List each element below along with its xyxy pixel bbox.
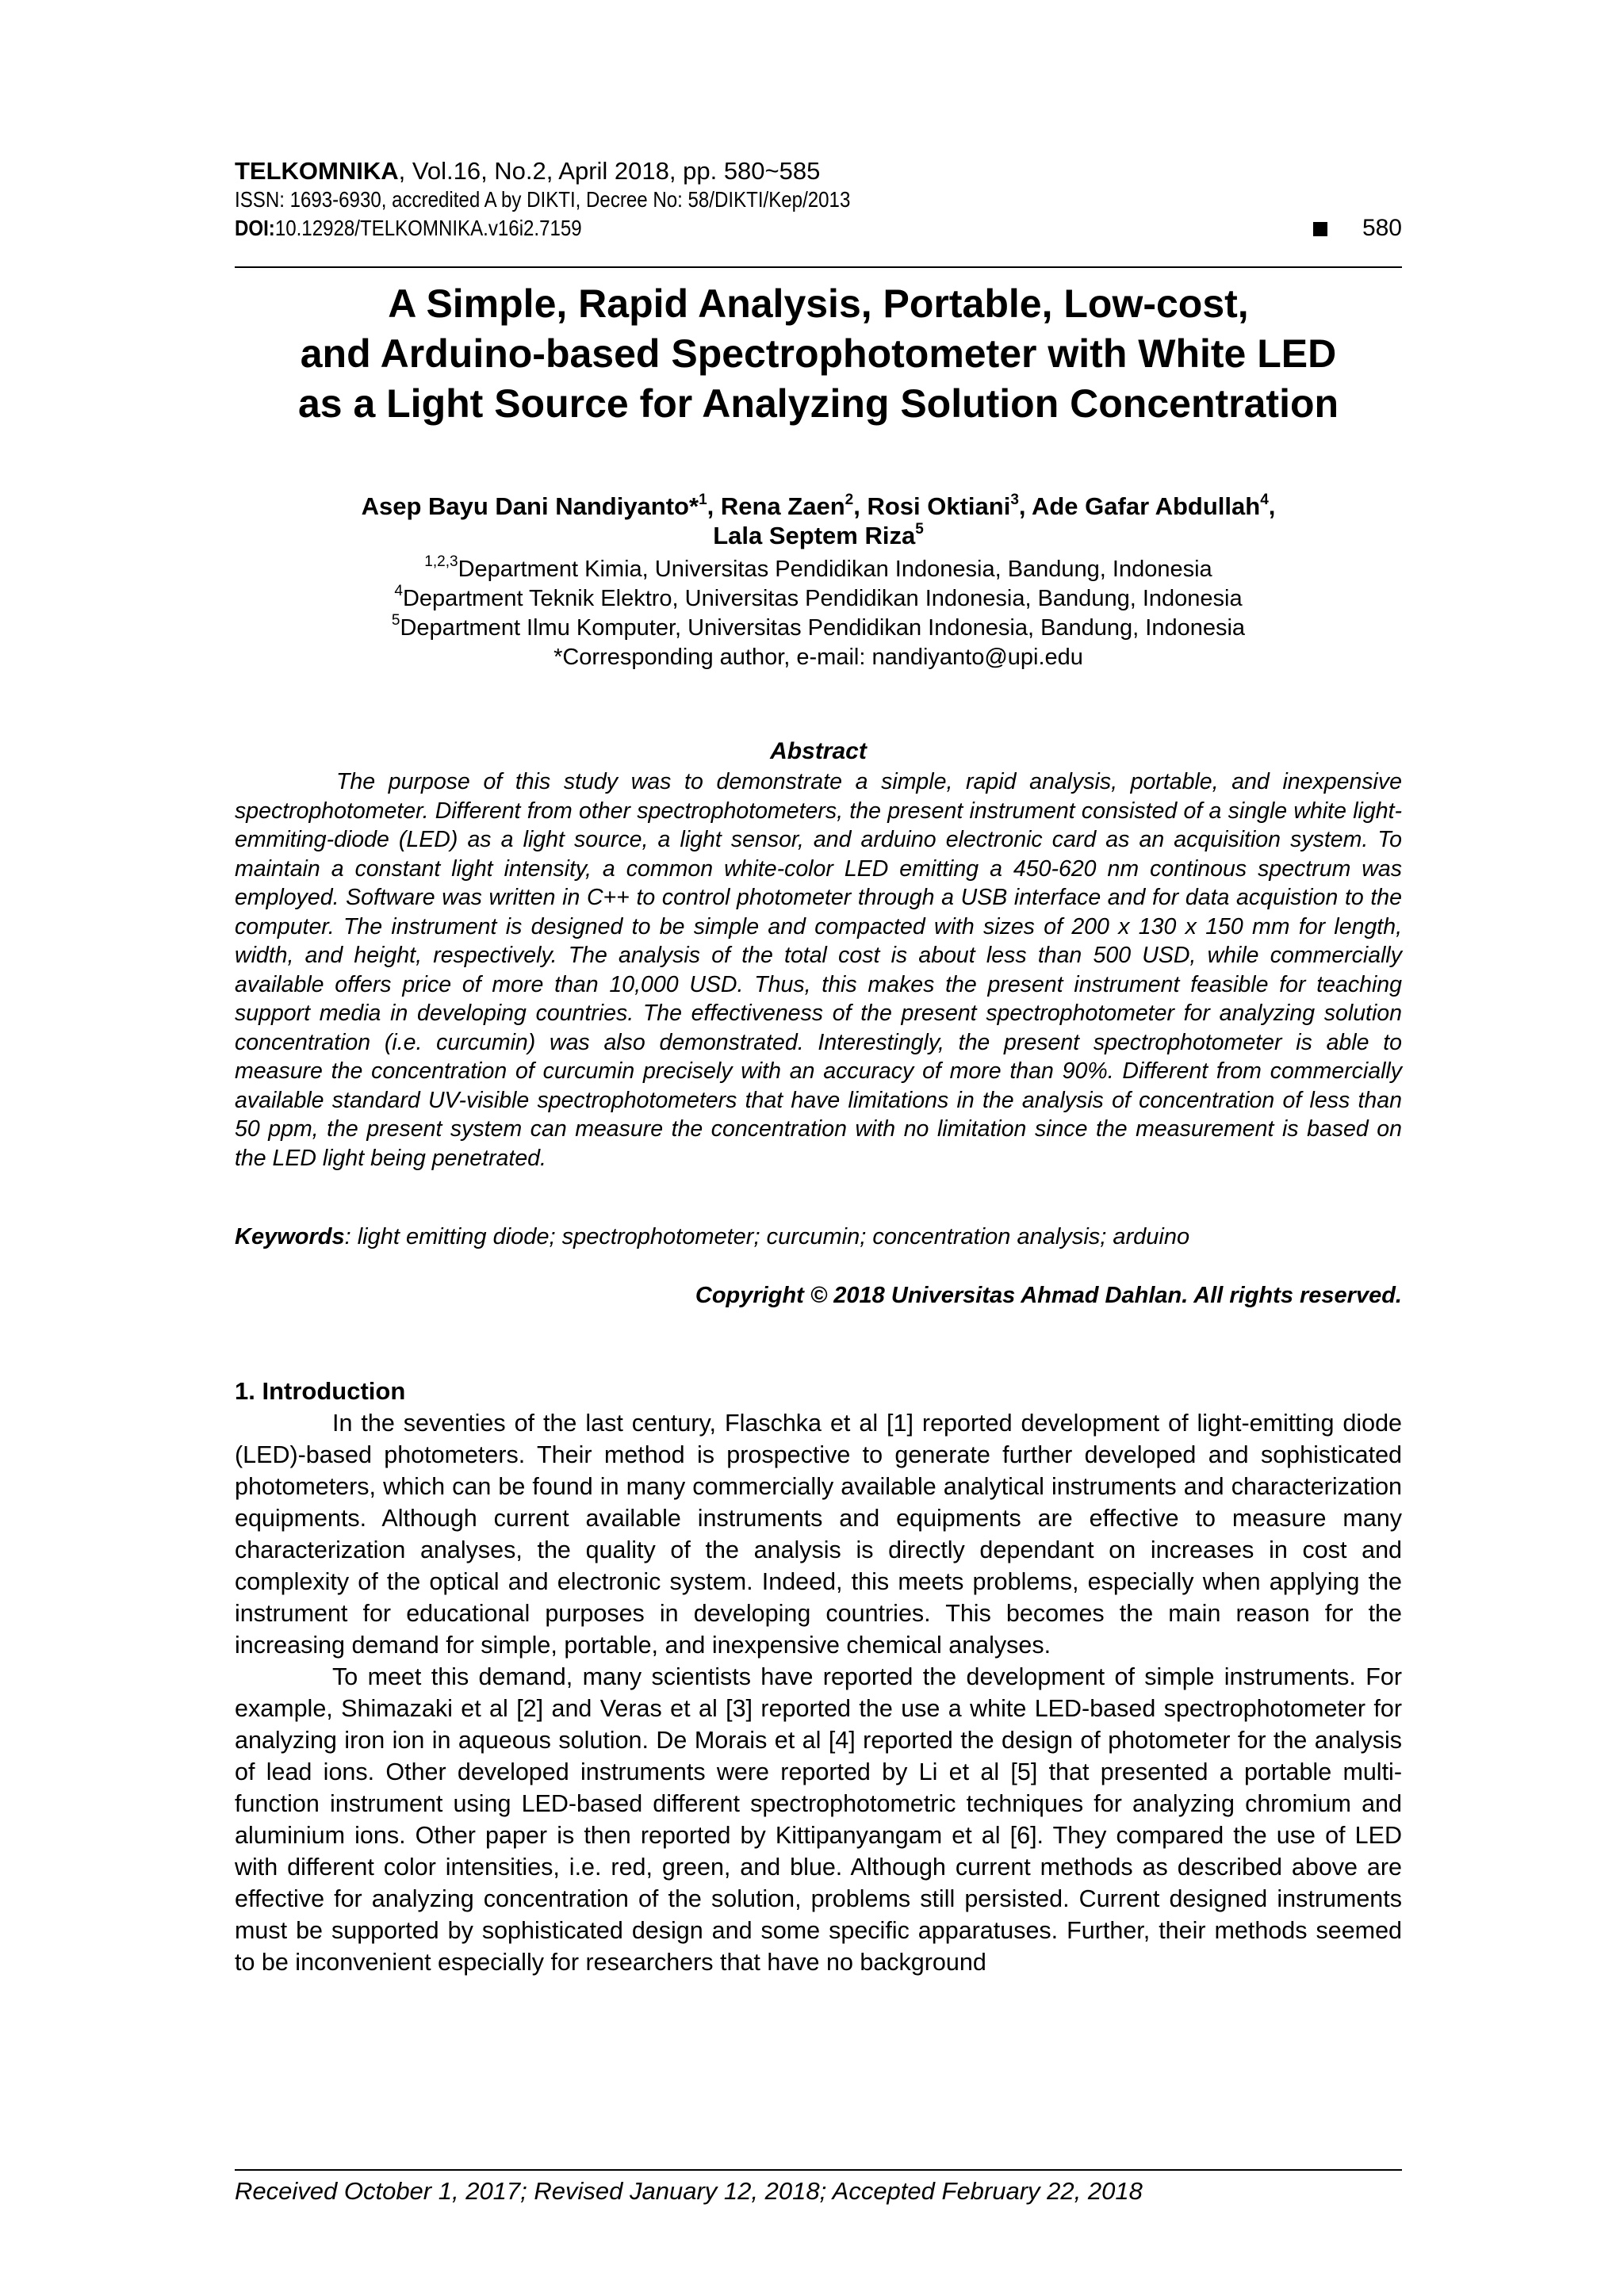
page-number: 580: [1362, 215, 1402, 241]
keywords-label: Keywords: [235, 1224, 345, 1249]
abstract-heading: Abstract: [770, 738, 867, 764]
header-rule: [235, 266, 1402, 268]
abstract-text: The purpose of this study was to demonstrate a simple, rapid analysis, portable, and inexpensive spectrophotometer. Different from other spectrophotometers, the present instrument consisted of a single white light-emmiting-diode (LED) as a light source, a light sensor, and arduino electronic card as an acquisition system. To maintain a constant light intensity, a common white-color LED emitting a 450-620 nm continous spectrum was employed. Software was written in C++ to control photometer through a USB interface and for data acquistion to the computer. The instrument is designed to be simple and compacted with sizes of 200 x 130 x 150 mm for length, width, and height, respectively. The analysis of the total cost is about less than 500 USD, while commercially available offers price of more than 10,000 USD. Thus, this makes the present instrument feasible for teaching support media in developing countries. The effectiveness of the present spectrophotometer for analyzing solution concentration (i.e. curcumin) was also demonstrated. Interestingly, the present spectrophotometer is able to measure the concentration of curcumin precisely with an accuracy of more than 90%. Different from commercially available standard UV-visible spectrophotometers that have limitations in the analysis of concentration of less than 50 ppm, the present system can measure the concentration with no limitation since the measurement is based on the LED light being penetrated.: [235, 769, 1402, 1171]
affiliation-2-marker: 4: [394, 583, 403, 599]
author-4-affil: 4: [1260, 492, 1269, 508]
volume-info: , Vol.16, No.2, April 2018, pp. 580~585: [398, 157, 821, 185]
paper-title: A Simple, Rapid Analysis, Portable, Low-cost, and Arduino-based Spectrophotometer with White LED as a Light Source for Analyzing Solution Concentration: [297, 281, 1339, 426]
author-list: [235, 492, 1402, 550]
intro-paragraph-1: In the seventies of the last century, Flaschka et al [1] reported development of light-emitting diode (LED)-based photometers. Their method is prospective to generate further developed and sophisticated photometers, which can be found in many commercially available analytical instruments and characterization equipments. Although current available instruments and equipments are effective to measure many characterization analyses, the quality of the analysis is directly dependant on increases in cost and complexity of the optical and electronic system. Indeed, this meets problems, especially when applying the instrument for educational purposes in developing countries. This becomes the main reason for the increasing demand for simple, portable, and inexpensive chemical analyses.: [235, 1410, 1402, 1659]
keywords: [235, 1223, 1402, 1251]
author-2: , Rena Zaen: [707, 492, 845, 520]
received-dates: Received October 1, 2017; Revised January 12, 2018; Accepted February 22, 2018: [235, 2177, 1143, 2205]
author-2-affil: 2: [845, 492, 854, 508]
doi-label: DOI:: [235, 216, 275, 240]
square-bullet-icon: [1313, 222, 1327, 236]
author-4-tail: ,: [1268, 492, 1276, 520]
keywords-text: : light emitting diode; spectrophotometer; curcumin; concentration analysis; arduino: [344, 1224, 1190, 1249]
affiliation-3-marker: 5: [391, 612, 400, 629]
affiliation-1: [235, 555, 1402, 584]
footer-rule: [235, 2169, 1402, 2171]
issn-text: ISSN: 1693-6930, accredited A by DIKTI, Decree No: 58/DIKTI/Kep/2013: [235, 187, 851, 212]
author-5: Lala Septem Riza: [713, 522, 916, 549]
author-3: , Rosi Oktiani: [853, 492, 1011, 520]
affiliation-3: [235, 614, 1402, 643]
issn-line: [235, 186, 1402, 214]
affiliations: [235, 555, 1402, 672]
journal-header: [235, 157, 1402, 243]
author-1-affil: 1: [699, 492, 707, 508]
copyright-notice: Copyright © 2018 Universitas Ahmad Dahlan. All rights reserved.: [695, 1283, 1402, 1308]
affiliation-2-text: Department Teknik Elektro, Universitas Pendidikan Indonesia, Bandung, Indonesia: [402, 586, 1243, 611]
journal-name: TELKOMNIKA: [235, 157, 399, 185]
section-heading-introduction: 1. Introduction: [235, 1377, 406, 1405]
affiliation-2: [235, 584, 1402, 614]
doi-text: [235, 214, 582, 243]
doi-value: 10.12928/TELKOMNIKA.v16i2.7159: [274, 216, 582, 240]
author-1: Asep Bayu Dani Nandiyanto*: [361, 492, 699, 520]
author-4: , Ade Gafar Abdullah: [1018, 492, 1261, 520]
journal-citation: [235, 157, 1402, 186]
affiliation-1-marker: 1,2,3: [424, 553, 458, 570]
author-3-affil: 3: [1010, 492, 1019, 508]
doi-line: [235, 214, 1402, 243]
affiliation-1-text: Department Kimia, Universitas Pendidikan Indonesia, Bandung, Indonesia: [458, 557, 1212, 582]
intro-paragraph-2: To meet this demand, many scientists have reported the development of simple instruments. For example, Shimazaki et al [2] and Veras et al [3] reported the use a white LED-based spectrophotometer for analyzing iron ion in aqueous solution. De Morais et al [4] reported the design of photometer for the analysis of lead ions. Other developed instruments were reported by Li et al [5] that presented a portable multi-function instrument using LED-based different spectrophotometric techniques for analyzing chromium and aluminium ions. Other paper is then reported by Kittipanyangam et al [6]. They compared the use of LED with different color intensities, i.e. red, green, and blue. Although current methods as described above are effective for analyzing concentration of the solution, problems still persisted. Current designed instruments must be supported by sophisticated design and some specific apparatuses. Further, their methods seemed to be inconvenient especially for researchers that have no background: [235, 1663, 1402, 1976]
introduction-body: [235, 1407, 1402, 1978]
author-5-affil: 5: [915, 521, 924, 538]
affiliation-3-text: Department Ilmu Komputer, Universitas Pendidikan Indonesia, Bandung, Indonesia: [400, 615, 1246, 641]
corresponding-author: *Corresponding author, e-mail: nandiyanto@upi.edu: [553, 645, 1083, 670]
